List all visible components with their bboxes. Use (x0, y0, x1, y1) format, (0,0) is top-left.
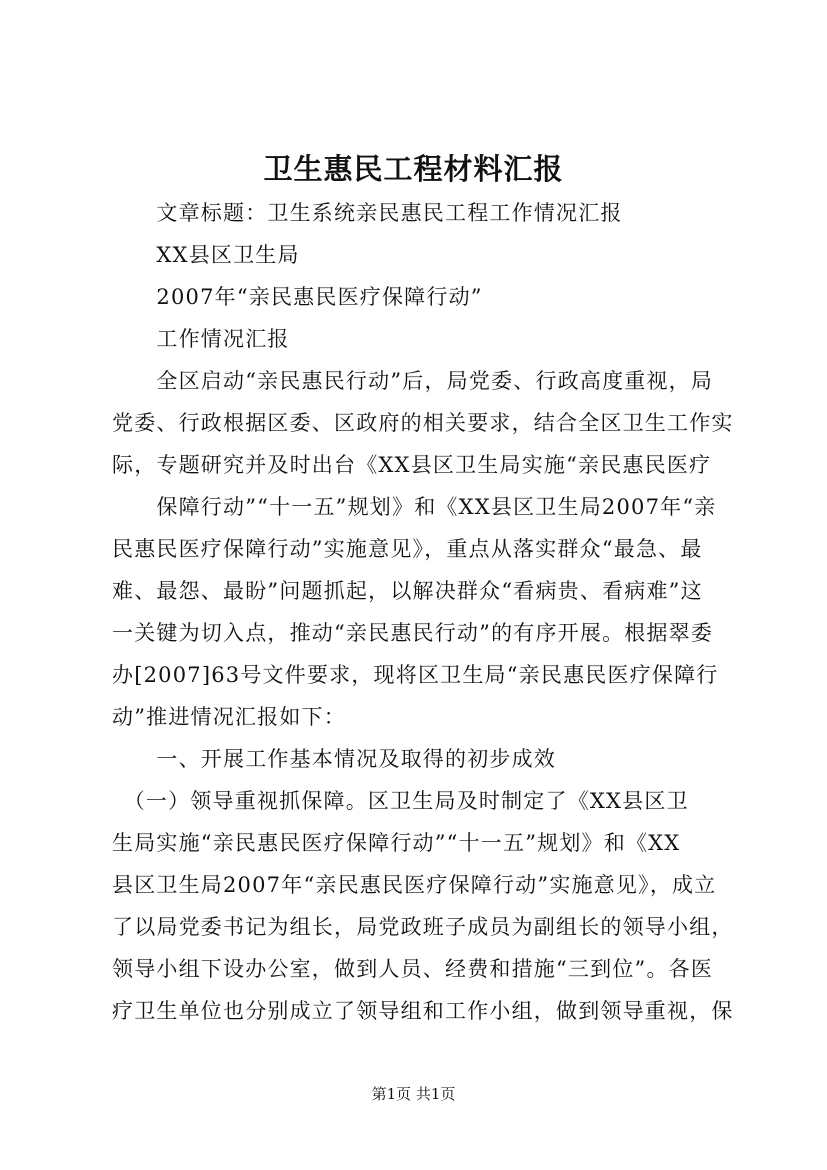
body-line: 保障行动”“十一五”规划》和《XX县区卫生局2007年“亲 (112, 495, 717, 519)
body-line: 际，专题研究并及时出台《XX县区卫生局实施“亲民惠民医疗 (112, 453, 712, 477)
body-line: 疗卫生单位也分别成立了领导组和工作小组，做到领导重视，保 (112, 999, 734, 1023)
body-line: 了以局党委书记为组长，局党政班子成员为副组长的领导小组， (112, 915, 734, 939)
subtitle-line-1: 2007年“亲民惠民医疗保障行动” (112, 285, 483, 309)
body-line: 办[2007]63号文件要求，现将区卫生局“亲民惠民医疗保障行 (112, 663, 719, 687)
subtitle-line-2: 工作情况汇报 (112, 327, 290, 351)
body-line: （一）领导重视抓保障。区卫生局及时制定了《XX县区卫 (112, 789, 689, 813)
body-line: 全区启动“亲民惠民行动”后，局党委、行政高度重视，局 (112, 369, 714, 393)
body-line: 民惠民医疗保障行动”实施意见》，重点从落实群众“最急、最 (112, 537, 703, 561)
article-title-line: 文章标题：卫生系统亲民惠民工程工作情况汇报 (112, 201, 623, 225)
body-line: 领导小组下设办公室，做到人员、经费和措施“三到位”。各医 (112, 957, 714, 981)
body-line: 动”推进情况汇报如下： (112, 705, 346, 729)
section-heading: 一、开展工作基本情况及取得的初步成效 (112, 747, 556, 771)
body-line: 生局实施“亲民惠民医疗保障行动”“十一五”规划》和《XX (112, 831, 681, 855)
page-number: 第1页 共1页 (371, 1085, 456, 1103)
body-line: 难、最怨、最盼”问题抓起，以解决群众“看病贵、看病难”这 (112, 579, 703, 603)
issuer-line: XX县区卫生局 (112, 243, 300, 267)
document-title: 卫生惠民工程材料汇报 (263, 152, 564, 186)
body-line: 一关键为切入点，推动“亲民惠民行动”的有序开展。根据翠委 (112, 621, 714, 645)
body-line: 县区卫生局2007年“亲民惠民医疗保障行动”实施意见》，成立 (112, 873, 717, 897)
body-line: 党委、行政根据区委、区政府的相关要求，结合全区卫生工作实 (112, 411, 734, 435)
